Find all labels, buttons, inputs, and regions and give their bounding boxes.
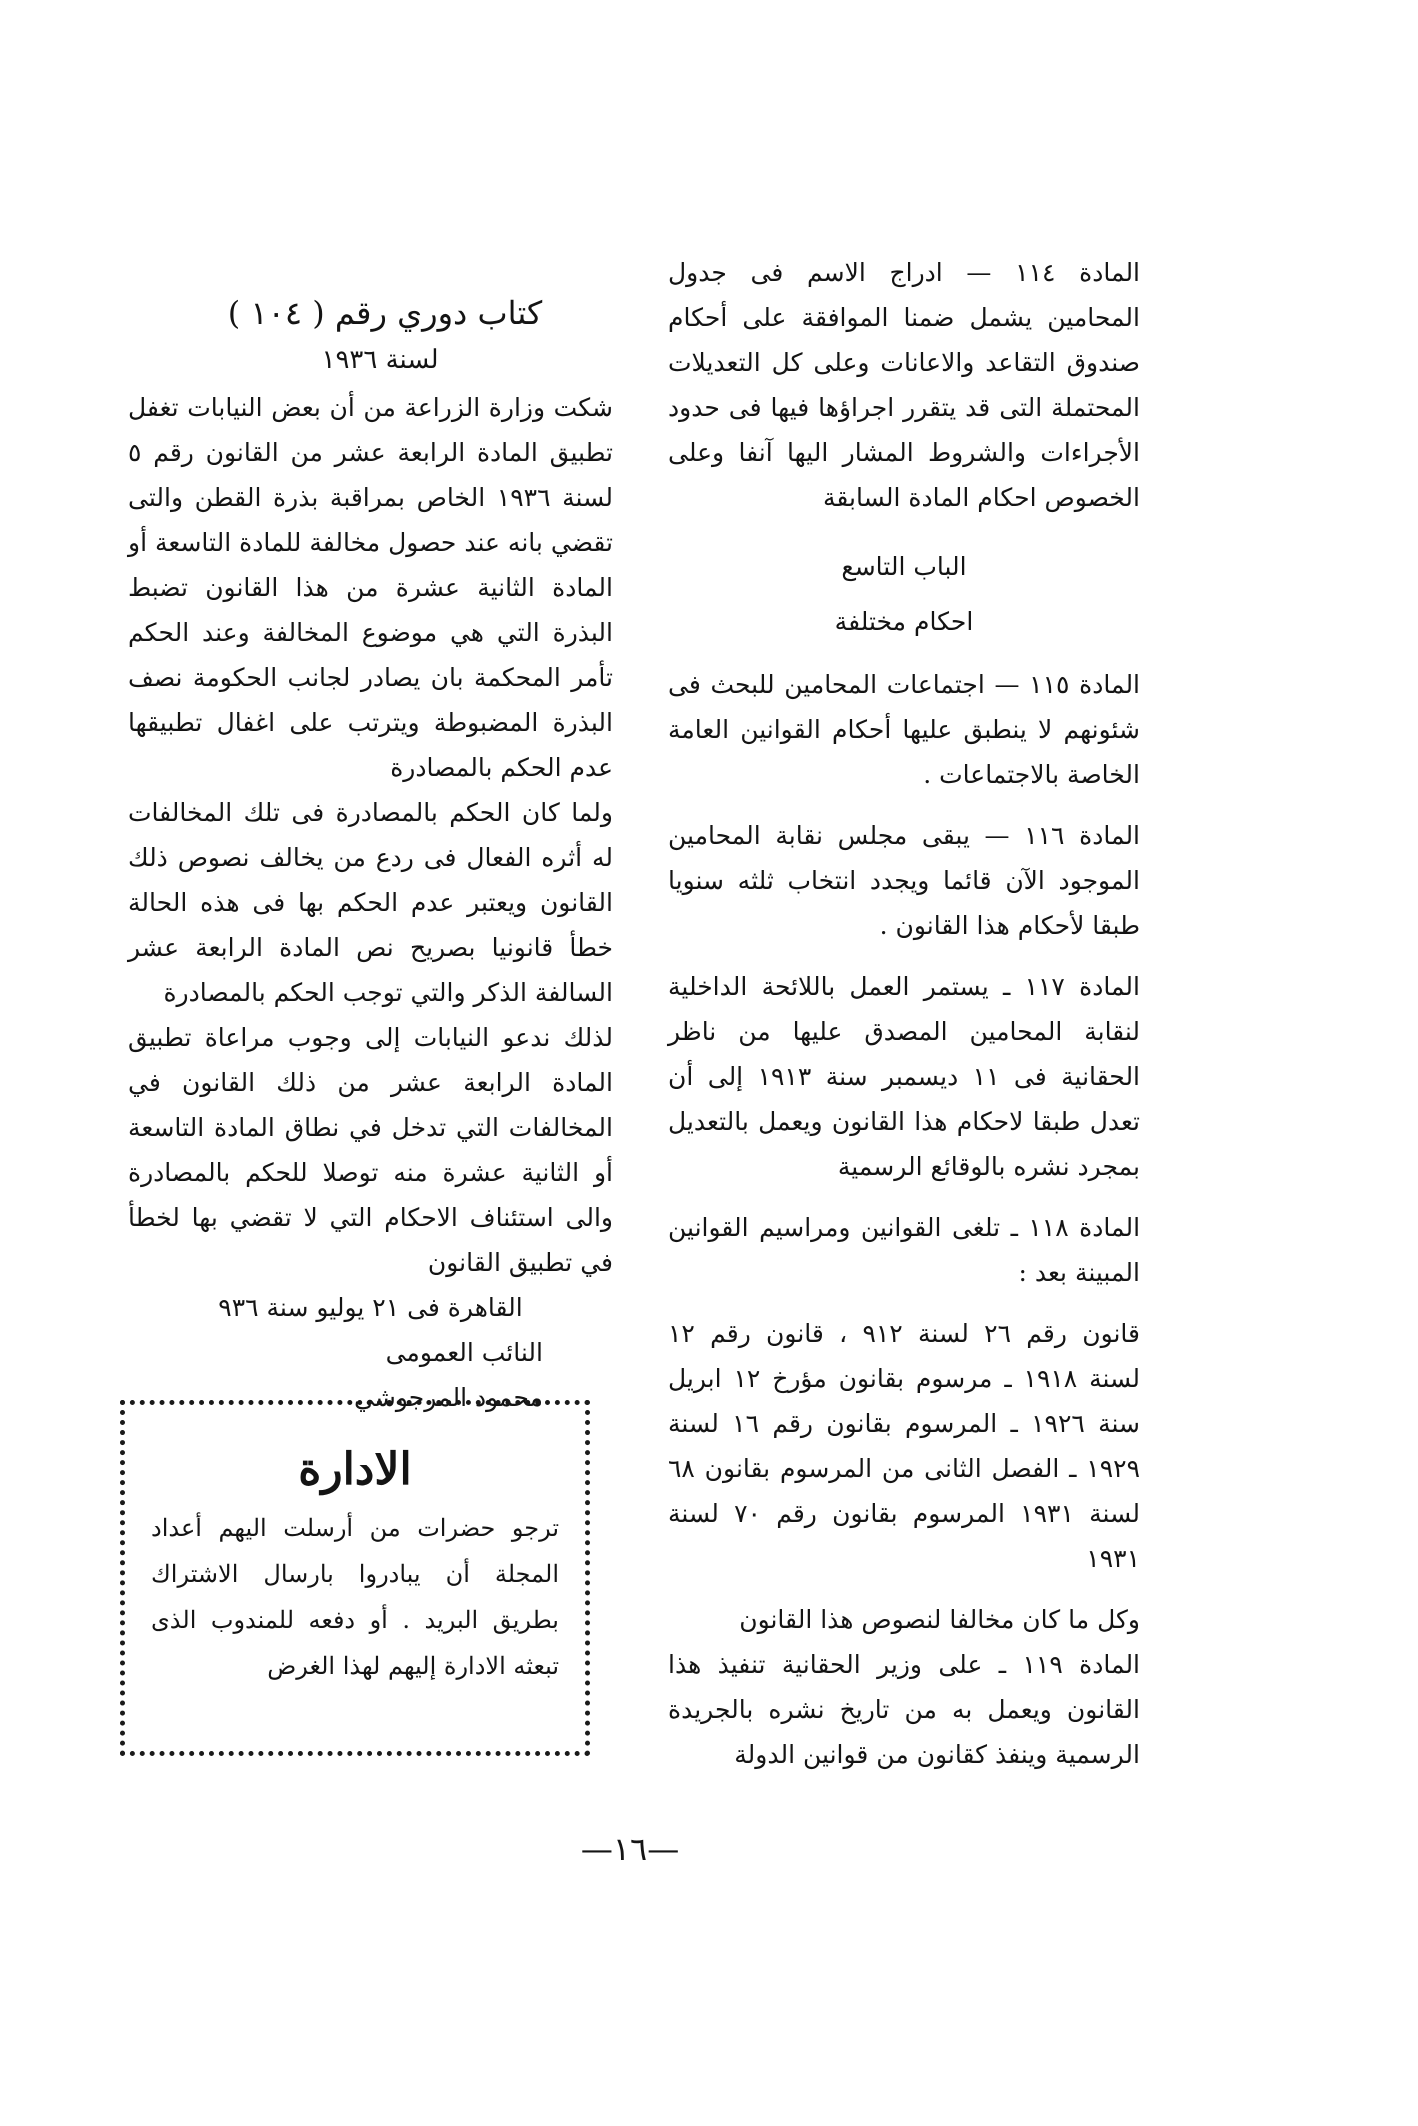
circular-paragraph-1: شكت وزارة الزراعة من أن بعض النيابات تغفل تطبيق المادة الرابعة عشر من القانون رقم ٥ لسنة ١٩٣٦ الخاص بمراقبة بذرة القطن والتى تقضي بانه عند حصول مخالفة للمادة التاسعة أو المادة الثانية عشرة من هذا القانون تضبط البذرة التي هي موضوع المخالفة وعند الحكم تأمر المحكمة بان يصادر لجانب الحكومة نصف البذرة المضبوطة ويترتب على اغفال تطبيقها عدم الحكم بالمصادرة (128, 393, 613, 782)
circular-paragraph-2: ولما كان الحكم بالمصادرة فى تلك المخالفات له أثره الفعال فى ردع من يخالف نصوص ذلك القانون ويعتبر عدم الحكم بها فى هذه الحالة خطأ قانونيا بصريح نص المادة الرابعة عشر السالفة الذكر والتي توجب الحكم بالمصادرة (128, 798, 613, 1007)
circular-title: كتاب دوري رقم ( ١٠٤ ) (227, 294, 543, 332)
article-115: المادة ١١٥ — اجتماعات المحامين للبحث فى شئونهم لا ينطبق عليها أحكام القوانين العامة الخاصة بالاجتماعات . (668, 670, 1141, 789)
page-number: —١٦— (580, 1830, 680, 1868)
administration-notice-box (120, 1400, 590, 1756)
circular-date: القاهرة فى ٢١ يوليو سنة ٩٣٦ (218, 1293, 523, 1322)
notice-body: ترجو حضرات من أرسلت اليهم أعداد المجلة أن يبادروا بارسال الاشتراك بطريق البريد . أو دفعه للمندوب الذى تبعثه الادارة إليهم لهذا الغرض (151, 1514, 559, 1680)
article-114: المادة ١١٤ — ادراج الاسم فى جدول المحامين يشمل ضمنا الموافقة على أحكام صندوق التقاعد والاعانات وعلى كل التعديلات المحتملة التى قد يتقرر اجراؤها فيها فى حدود الأجراءات والشروط المشار اليها آنفا وعلى الخصوص احكام المادة السابقة (668, 258, 1141, 512)
article-116: المادة ١١٦ — يبقى مجلس نقابة المحامين الموجود الآن قائما ويجدد انتخاب ثلثه سنويا طبقا لأحكام هذا القانون . (668, 821, 1141, 940)
left-column (128, 385, 613, 1420)
signer-name: محمود المرجوشي (354, 1383, 543, 1412)
article-118: المادة ١١٨ ـ تلغى القوانين ومراسيم القوانين المبينة بعد : (668, 1213, 1141, 1287)
repealed-laws-list: قانون رقم ٢٦ لسنة ٩١٢ ، قانون رقم ١٢ لسنة ١٩١٨ ـ مرسوم بقانون مؤرخ ١٢ ابريل سنة ١٩٢٦ ـ المرسوم بقانون رقم ١٦ لسنة ١٩٢٩ ـ الفصل الثانى من المرسوم بقانون ٦٨ لسنة ١٩٣١ المرسوم بقانون رقم ٧٠ لسنة ١٩٣١ (668, 1319, 1141, 1573)
chapter-title: الباب التاسع (841, 552, 967, 581)
signer-title: النائب العمومى (385, 1338, 543, 1367)
article-117: المادة ١١٧ ـ يستمر العمل باللائحة الداخلية لنقابة المحامين المصدق عليها من ناظر الحقانية فى ١١ ديسمبر سنة ١٩١٣ إلى أن تعدل طبقا لاحكام هذا القانون ويعمل بالتعديل بمجرد نشره بالوقائع الرسمية (668, 972, 1141, 1181)
circular-year: لسنة ١٩٣٦ (321, 345, 439, 375)
contrary-provisions: وكل ما كان مخالفا لنصوص هذا القانون (739, 1605, 1140, 1634)
notice-title: الادارة (298, 1444, 412, 1495)
chapter-subtitle: احكام مختلفة (834, 607, 974, 636)
right-column (668, 250, 1140, 1777)
circular-paragraph-3: لذلك ندعو النيابات إلى وجوب مراعاة تطبيق المادة الرابعة عشر من ذلك القانون في المخالفات التي تدخل في نطاق المادة التاسعة أو الثانية عشرة منه توصلا للحكم بالمصادرة والى استئناف الاحكام التي لا تقضي بها لخطأ في تطبيق القانون (128, 1023, 613, 1277)
article-119: المادة ١١٩ ـ على وزير الحقانية تنفيذ هذا القانون ويعمل به من تاريخ نشره بالجريدة الرسمية وينفذ كقانون من قوانين الدولة (668, 1650, 1141, 1769)
